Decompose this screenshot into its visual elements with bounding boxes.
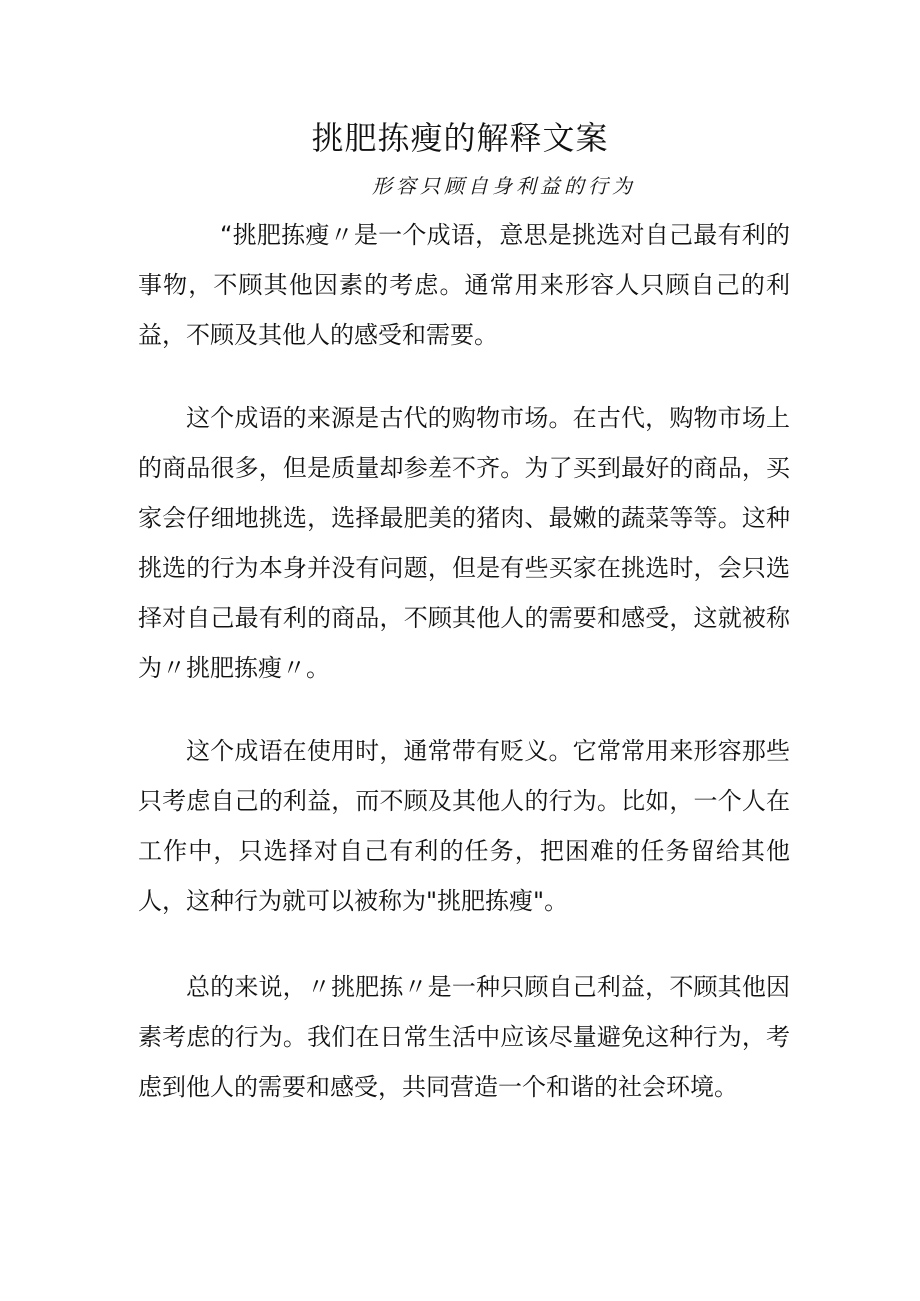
paragraph-4: 总的来说，〃挑肥拣〃是一种只顾自己利益，不顾其他因素考虑的行为。我们在日常生活中应该尽量避免这种行为，考虑到他人的需要和感受，共同营造一个和谐的社会环境。 [138,973,790,1101]
paragraph-1: “挑肥拣瘦〃是一个成语，意思是挑选对自己最有利的事物，不顾其他因素的考虑。通常用来形容人只顾自己的利益，不顾及其他人的感受和需要。 [138,221,790,349]
paragraph-3: 这个成语在使用时，通常带有贬义。它常常用来形容那些只考虑自己的利益，而不顾及其他人的行为。比如，一个人在工作中，只选择对自己有利的任务，把困难的任务留给其他人，这种行为就可以被称为"挑肥拣瘦"。 [138,737,790,915]
document-subtitle: 形容只顾自身利益的行为 [372,174,636,198]
paragraph-2: 这个成语的来源是古代的购物市场。在古代，购物市场上的商品很多，但是质量却参差不齐。为了买到最好的商品，买家会仔细地挑选，选择最肥美的猪肉、最嫩的蔬菜等等。这种挑选的行为本身并没有问题，但是有些买家在挑选时，会只选择对自己最有利的商品，不顾其他人的需要和感受，这就被称为〃挑肥拣瘦〃。 [138,404,790,682]
document-title: 挑肥拣瘦的解释文案 [311,119,609,157]
